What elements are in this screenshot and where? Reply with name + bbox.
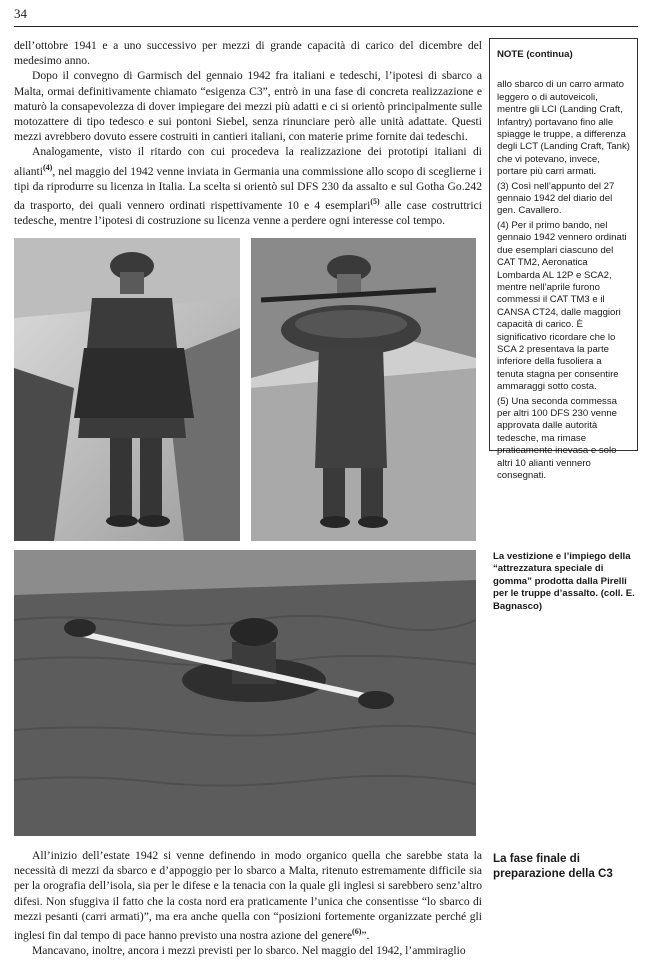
photo-soldier-float-ring <box>251 238 476 541</box>
paragraph <box>14 144 482 228</box>
header-rule <box>14 26 638 27</box>
section-heading: La fase finale di preparazione della C3 <box>493 852 613 880</box>
note-5: (5) Una seconda commessa per altri 100 DFS 230 venne approvata dalle autorità tedesche, ma rimase praticamente inevasa e solo altri 10 alianti vennero consegnati. <box>497 395 617 481</box>
notes-box <box>489 38 638 481</box>
photo-soldier-float-ring-image <box>251 238 476 541</box>
paragraph-text: All’inizio dell’estate 1942 si venne definendo in modo organico quella che sarebbe stata la necessità di mezzi da sbarco e d’appoggio per lo sbarco a Malta, ritenuto estremamente difficile sia per la orografia dell’isola, sia per le difese e la tenacia con la quale gli inglesi si sarebbero senz’altro difesi. Non sfuggiva il fatto che la costa nord era praticamente l’unica che consentisse “lo sbarco di mezzi pesanti (carri armati)”, ma era anche quella con “posizioni fortemente organizzate perché gli inglesi fin dal tempo di pace hanno previsto una nostra azione del genere <box>14 849 482 942</box>
page-number: 34 <box>14 6 27 21</box>
note-3: (3) Così nell’appunto del 27 gennaio 1942 del diario del gen. Cavallero. <box>497 180 615 217</box>
note-4: (4) Per il primo bando, nel gennaio 1942 vennero ordinati due esemplari ciascuno del CAT TM2, Aeronatica Lombarda AL 12P e SCA2, mentre nell’aprile furono commessi il CAT TM3 e il CANSA CT24, dalle maggiori capacità di carico. È significativo ricordare che lo SCA 2 presentava la parte inferiore della fusoliera a tenuta stagna per consentire ammaraggi sotto costa. <box>497 219 627 393</box>
note-continuation: allo sbarco di un carro armato leggero o di autoveicoli, mentre gli LCI (Landing Craft, Infantry) portavano fino alle spiagge le truppe, a differenza degli LCT (Landing Craft, Tank) che vi potevano, invece, portare più carri armati. <box>497 79 630 178</box>
footnote-ref: (5) <box>370 196 380 206</box>
paragraph: dell’ottobre 1941 e a uno successivo per mezzi di grande capacità di carico del dicembre del medesimo anno. <box>14 39 482 68</box>
paragraph-text: ”. <box>361 928 370 942</box>
body-text-bottom <box>14 848 482 958</box>
body-text-top <box>14 38 482 228</box>
paragraph: Dopo il convegno di Garmisch del gennaio 1942 fra italiani e tedeschi, l’ipotesi di sbarco a Malta, ormai definitivamente chiamato “esigenza C3”, entrò in una fase di concreta realizzazione e maturò la consapevolezza di dover impiegare dei mezzi più adatti e ci si orientò principalmente sulle motozattere di tipo tedesco e sui pontoni Siebel, senza rinunciare però alle unità adattate. Questi mezzi avrebbero dovuto essere costruiti in cantieri italiani, con materie prime fornite dai tedeschi. <box>14 69 482 144</box>
paragraph-text: , nel maggio del 1942 venne inviata in Germania una commissione allo scopo di sceglierne i tipi da riprodurre su licenza in Italia. La scelta si orientò sul DFS 230 da assalto e sul Gotha Go.242 da trasporto, dei quali vennero ordinati rispettivamente 10 e 4 esemplari <box>14 164 482 212</box>
photo-caption: La vestizione e l’impiego della “attrezzatura speciale di gomma” prodotta dalla Pirelli per le truppe d’assalto. (coll. E. Bagnasco) <box>493 551 635 612</box>
notes-title: NOTE (continua) <box>497 49 573 60</box>
photo-soldier-paddling-image <box>14 550 476 836</box>
paragraph: Mancavano, inoltre, ancora i mezzi previsti per lo sbarco. Nel maggio del 1942, l’ammiraglio <box>32 944 466 958</box>
paragraph-text: Analogamente, visto il ritardo con cui procedeva la realizzazione dei prototipi italiani di alianti <box>14 145 482 178</box>
photo-soldier-dressing <box>14 238 240 541</box>
photo-soldier-paddling <box>14 550 476 836</box>
photo-soldier-dressing-image <box>14 238 240 541</box>
footnote-ref: (4) <box>42 162 53 172</box>
paragraph-text: alle case costruttrici tedesche, mentre l’ipotesi di costruzione su licenza venne a perdere ogni interesse col tempo. <box>14 198 482 227</box>
paragraph <box>14 848 482 943</box>
footnote-ref: (6) <box>352 927 362 937</box>
